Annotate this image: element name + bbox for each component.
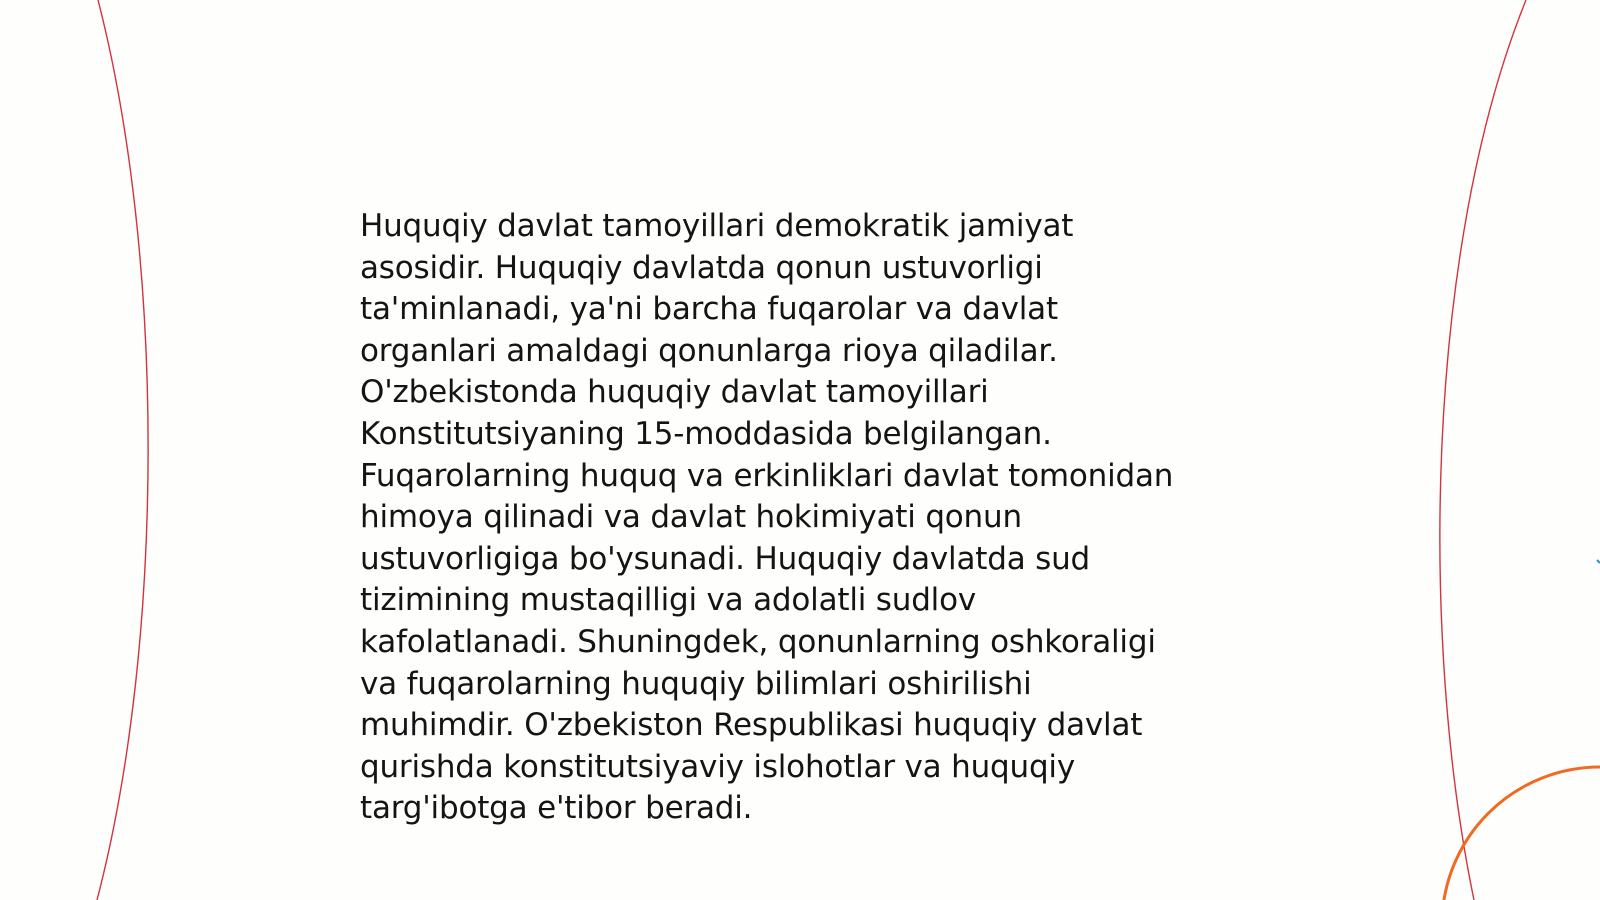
orange-circle-outline <box>1442 767 1600 900</box>
right-arc-line <box>1440 0 1526 900</box>
left-arc-line <box>97 0 148 900</box>
body-paragraph: Huquqiy davlat tamoyillari demokratik jamiyat asosidir. Huquqiy davlatda qonun ustuvorligi ta'minlanadi, ya'ni barcha fuqarolar va davlat organlari amaldagi qonunlarga rioya qiladilar. O'zbekistonda huquqiy davlat tamoyillari Konstitutsiyaning 15-moddasida belgilangan. Fuqarolarning huquq va erkinliklari davlat tomonidan himoya qilinadi va davlat hokimiyati qonun ustuvorligiga bo'ysunadi. Huquqiy davlatda sud tizimining mustaqilligi va adolatli sudlov kafolatlanadi. Shuningdek, qonunlarning oshkoraligi va fuqarolarning huquqiy bilimlari oshirilishi muhimdir. O'zbekiston Respublikasi huquqiy davlat qurishda konstitutsiyaviy islohotlar va huquqiy targ'ibotga e'tibor beradi. <box>360 208 1174 827</box>
